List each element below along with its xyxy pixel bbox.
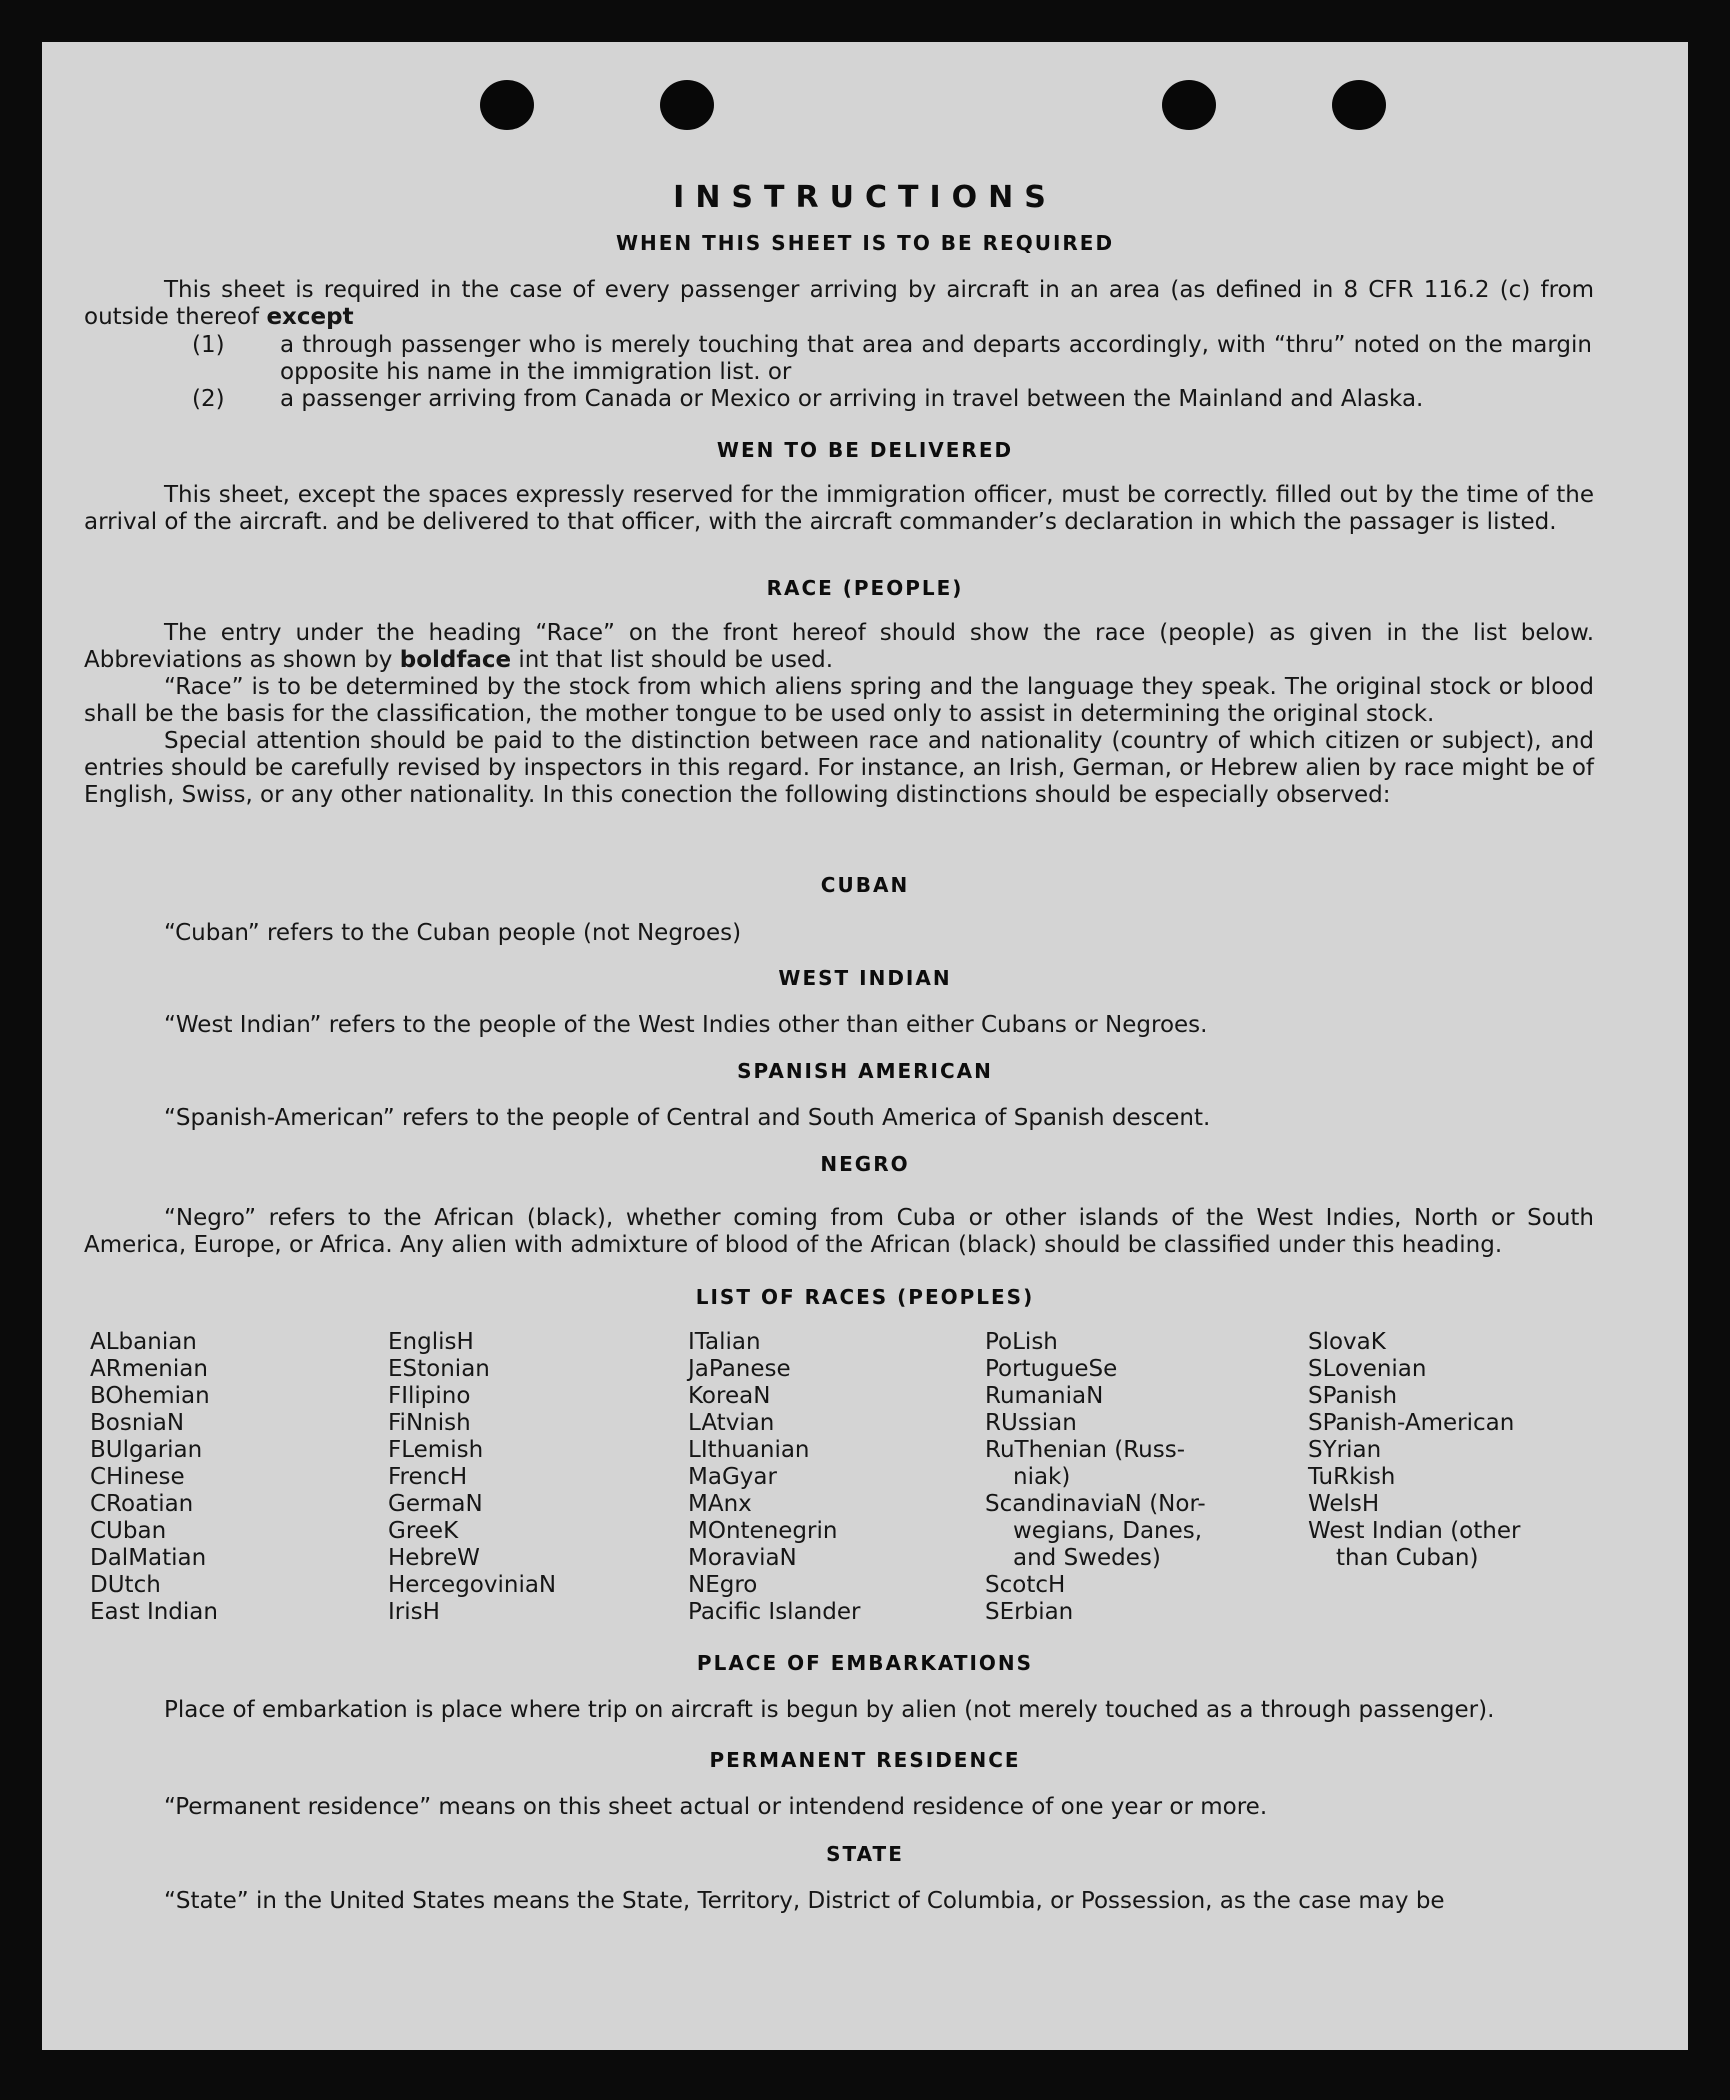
race-item: PortugueSe [985, 1356, 1118, 1382]
paragraph: “State” in the United States means the State, Territory, District of Columbia, or Possession, as the case may be [164, 1888, 1445, 1914]
heading-race: RACE (PEOPLE) [766, 576, 964, 600]
instruction-sheet [42, 42, 1688, 2050]
paragraph: “Negro” refers to the African (black), whether coming from Cuba or other islands of the West Indies, North or South America, Europe, or Africa. Any alien with admixture of blood of the African (black) should be classified under this heading. [84, 1205, 1594, 1258]
race-item: CUban [90, 1518, 167, 1544]
punch-hole [1332, 80, 1386, 130]
race-list [90, 1329, 1600, 1629]
race-item: GreeK [388, 1518, 459, 1544]
race-item: SLovenian [1308, 1356, 1427, 1382]
race-item: MAnx [688, 1491, 752, 1517]
race-column-2 [388, 1329, 556, 1626]
paragraph: This sheet, except the spaces expressly reserved for the immigration officer, must be correctly. filled out by the time of the arrival of the aircraft. and be delivered to that officer, with the aircraft commander’s declaration in which the passager is listed. [84, 482, 1594, 535]
race-item: TuRkish [1308, 1464, 1396, 1490]
race-item: MoraviaN [688, 1545, 797, 1571]
heading-negro: NEGRO [820, 1152, 910, 1176]
race-item: PoLish [985, 1329, 1058, 1355]
race-item: ITalian [688, 1329, 761, 1355]
race-item: JaPanese [688, 1356, 791, 1382]
when-delivered-text [84, 482, 1594, 536]
heading-west-indian: WEST INDIAN [778, 966, 952, 990]
race-item: SPanish [1308, 1383, 1398, 1409]
race-p1-boldface: boldface [399, 647, 512, 673]
punch-hole [660, 80, 714, 130]
intro-text: This sheet is required in the case of every passenger arriving by aircraft in an area (as defined in 8 CFR 116.2 (c) from outside thereof [84, 277, 1594, 330]
race-item: BosniaN [90, 1410, 185, 1436]
race-item: BUlgarian [90, 1437, 203, 1463]
race-item: East Indian [90, 1599, 218, 1625]
spanish-american-text [84, 1105, 1594, 1132]
race-item: LAtvian [688, 1410, 775, 1436]
state-text [84, 1888, 1594, 1915]
race-item: SlovaK [1308, 1329, 1386, 1355]
race-item: IrisH [388, 1599, 440, 1625]
race-item: SErbian [985, 1599, 1074, 1625]
item-text: a passenger arriving from Canada or Mexico or arriving in travel between the Mainland and Alaska. [280, 386, 1424, 412]
race-item: SPanish-American [1308, 1410, 1515, 1436]
item-text: a through passenger who is merely touching that area and departs accordingly, with “thru” noted on the margin opposite his name in the immigration list. or [280, 332, 1592, 385]
heading-place-of-embarkation: PLACE OF EMBARKATIONS [696, 1651, 1034, 1675]
race-item: EnglisH [388, 1329, 474, 1355]
permanent-residence-text [84, 1794, 1594, 1821]
race-item: NEgro [688, 1572, 758, 1598]
heading-spanish-american: SPANISH AMERICAN [737, 1059, 993, 1083]
race-item: CHinese [90, 1464, 185, 1490]
cuban-text [84, 920, 1594, 947]
race-item: EStonian [388, 1356, 490, 1382]
race-item: MaGyar [688, 1464, 777, 1490]
item-number: (2) [192, 386, 225, 412]
punch-hole [480, 80, 534, 130]
race-item: ALbanian [90, 1329, 197, 1355]
paragraph: “Spanish-American” refers to the people of Central and South America of Spanish descent. [164, 1105, 1211, 1131]
race-item: DalMatian [90, 1545, 207, 1571]
race-item: FIlipino [388, 1383, 471, 1409]
exception-item-1 [192, 332, 1592, 386]
heading-when-delivered: WEN TO BE DELIVERED [716, 438, 1014, 462]
race-item: RUssian [985, 1410, 1077, 1436]
race-p1-tail: int that list should be used. [511, 647, 834, 673]
race-item: ScotcH [985, 1572, 1066, 1598]
page-title: INSTRUCTIONS [673, 180, 1057, 215]
race-item-continued: niak) [1013, 1464, 1071, 1490]
race-p2: “Race” is to be determined by the stock from which aliens spring and the language they speak. The original stock or blood shall be the basis for the classification, the mother tongue to be used only to assist in determining the original stock. [84, 674, 1594, 727]
race-item: West Indian (other [1308, 1518, 1521, 1544]
race-item: BOhemian [90, 1383, 210, 1409]
race-item-continued: than Cuban) [1336, 1545, 1479, 1571]
place-of-embarkation-text [84, 1697, 1594, 1724]
race-item: MOntenegrin [688, 1518, 838, 1544]
race-item: CRoatian [90, 1491, 194, 1517]
heading-cuban: CUBAN [820, 873, 910, 897]
exception-item-2 [192, 386, 1592, 413]
race-item: FiNnish [388, 1410, 471, 1436]
paragraph: “Permanent residence” means on this sheet actual or intendend residence of one year or more. [164, 1794, 1268, 1820]
race-item-continued: wegians, Danes, [1013, 1518, 1203, 1544]
race-item: LIthuanian [688, 1437, 810, 1463]
race-item: DUtch [90, 1572, 161, 1598]
race-item: GermaN [388, 1491, 483, 1517]
race-item: FrencH [388, 1464, 468, 1490]
paragraph: “Cuban” refers to the Cuban people (not Negroes) [164, 920, 742, 946]
race-column-5 [1308, 1329, 1520, 1572]
race-p3: Special attention should be paid to the distinction between race and nationality (country of which citizen or subject), and entries should be carefully revised by inspectors in this regard. For instance, an Irish, German, or Hebrew alien by race might be of English, Swiss, or any other nationality. In this conection the following distinctions should be especially observed: [84, 728, 1594, 808]
race-item: KoreaN [688, 1383, 771, 1409]
race-item: WelsH [1308, 1491, 1380, 1517]
item-number: (1) [192, 332, 225, 358]
heading-permanent-residence: PERMANENT RESIDENCE [709, 1748, 1021, 1772]
race-item: SYrian [1308, 1437, 1382, 1463]
race-text [84, 620, 1594, 809]
race-item: RumaniaN [985, 1383, 1104, 1409]
race-item: Pacific Islander [688, 1599, 861, 1625]
race-column-4 [985, 1329, 1206, 1626]
intro-except: except [266, 304, 354, 330]
race-item: FLemish [388, 1437, 484, 1463]
negro-text [84, 1205, 1594, 1259]
heading-state: STATE [826, 1842, 904, 1866]
race-item-continued: and Swedes) [1013, 1545, 1161, 1571]
race-item: ARmenian [90, 1356, 208, 1382]
paragraph: Place of embarkation is place where trip on aircraft is begun by alien (not merely touched as a through passenger). [164, 1697, 1495, 1723]
race-item: HercegoviniaN [388, 1572, 557, 1598]
race-column-1 [90, 1329, 218, 1626]
race-p1-text: The entry under the heading “Race” on the front hereof should show the race (people) as given in the list below. Abbreviations as shown by [84, 620, 1594, 673]
west-indian-text [84, 1012, 1594, 1039]
race-item: RuThenian (Russ- [985, 1437, 1186, 1463]
heading-list-of-races: LIST OF RACES (PEOPLES) [695, 1285, 1035, 1309]
race-column-3 [688, 1329, 860, 1626]
race-item: HebreW [388, 1545, 480, 1571]
punch-hole [1162, 80, 1216, 130]
race-item: ScandinaviaN (Nor- [985, 1491, 1206, 1517]
heading-when-required: WHEN THIS SHEET IS TO BE REQUIRED [615, 231, 1115, 255]
paragraph: “West Indian” refers to the people of the West Indies other than either Cubans or Negroes. [164, 1012, 1208, 1038]
when-required-intro [84, 277, 1594, 331]
